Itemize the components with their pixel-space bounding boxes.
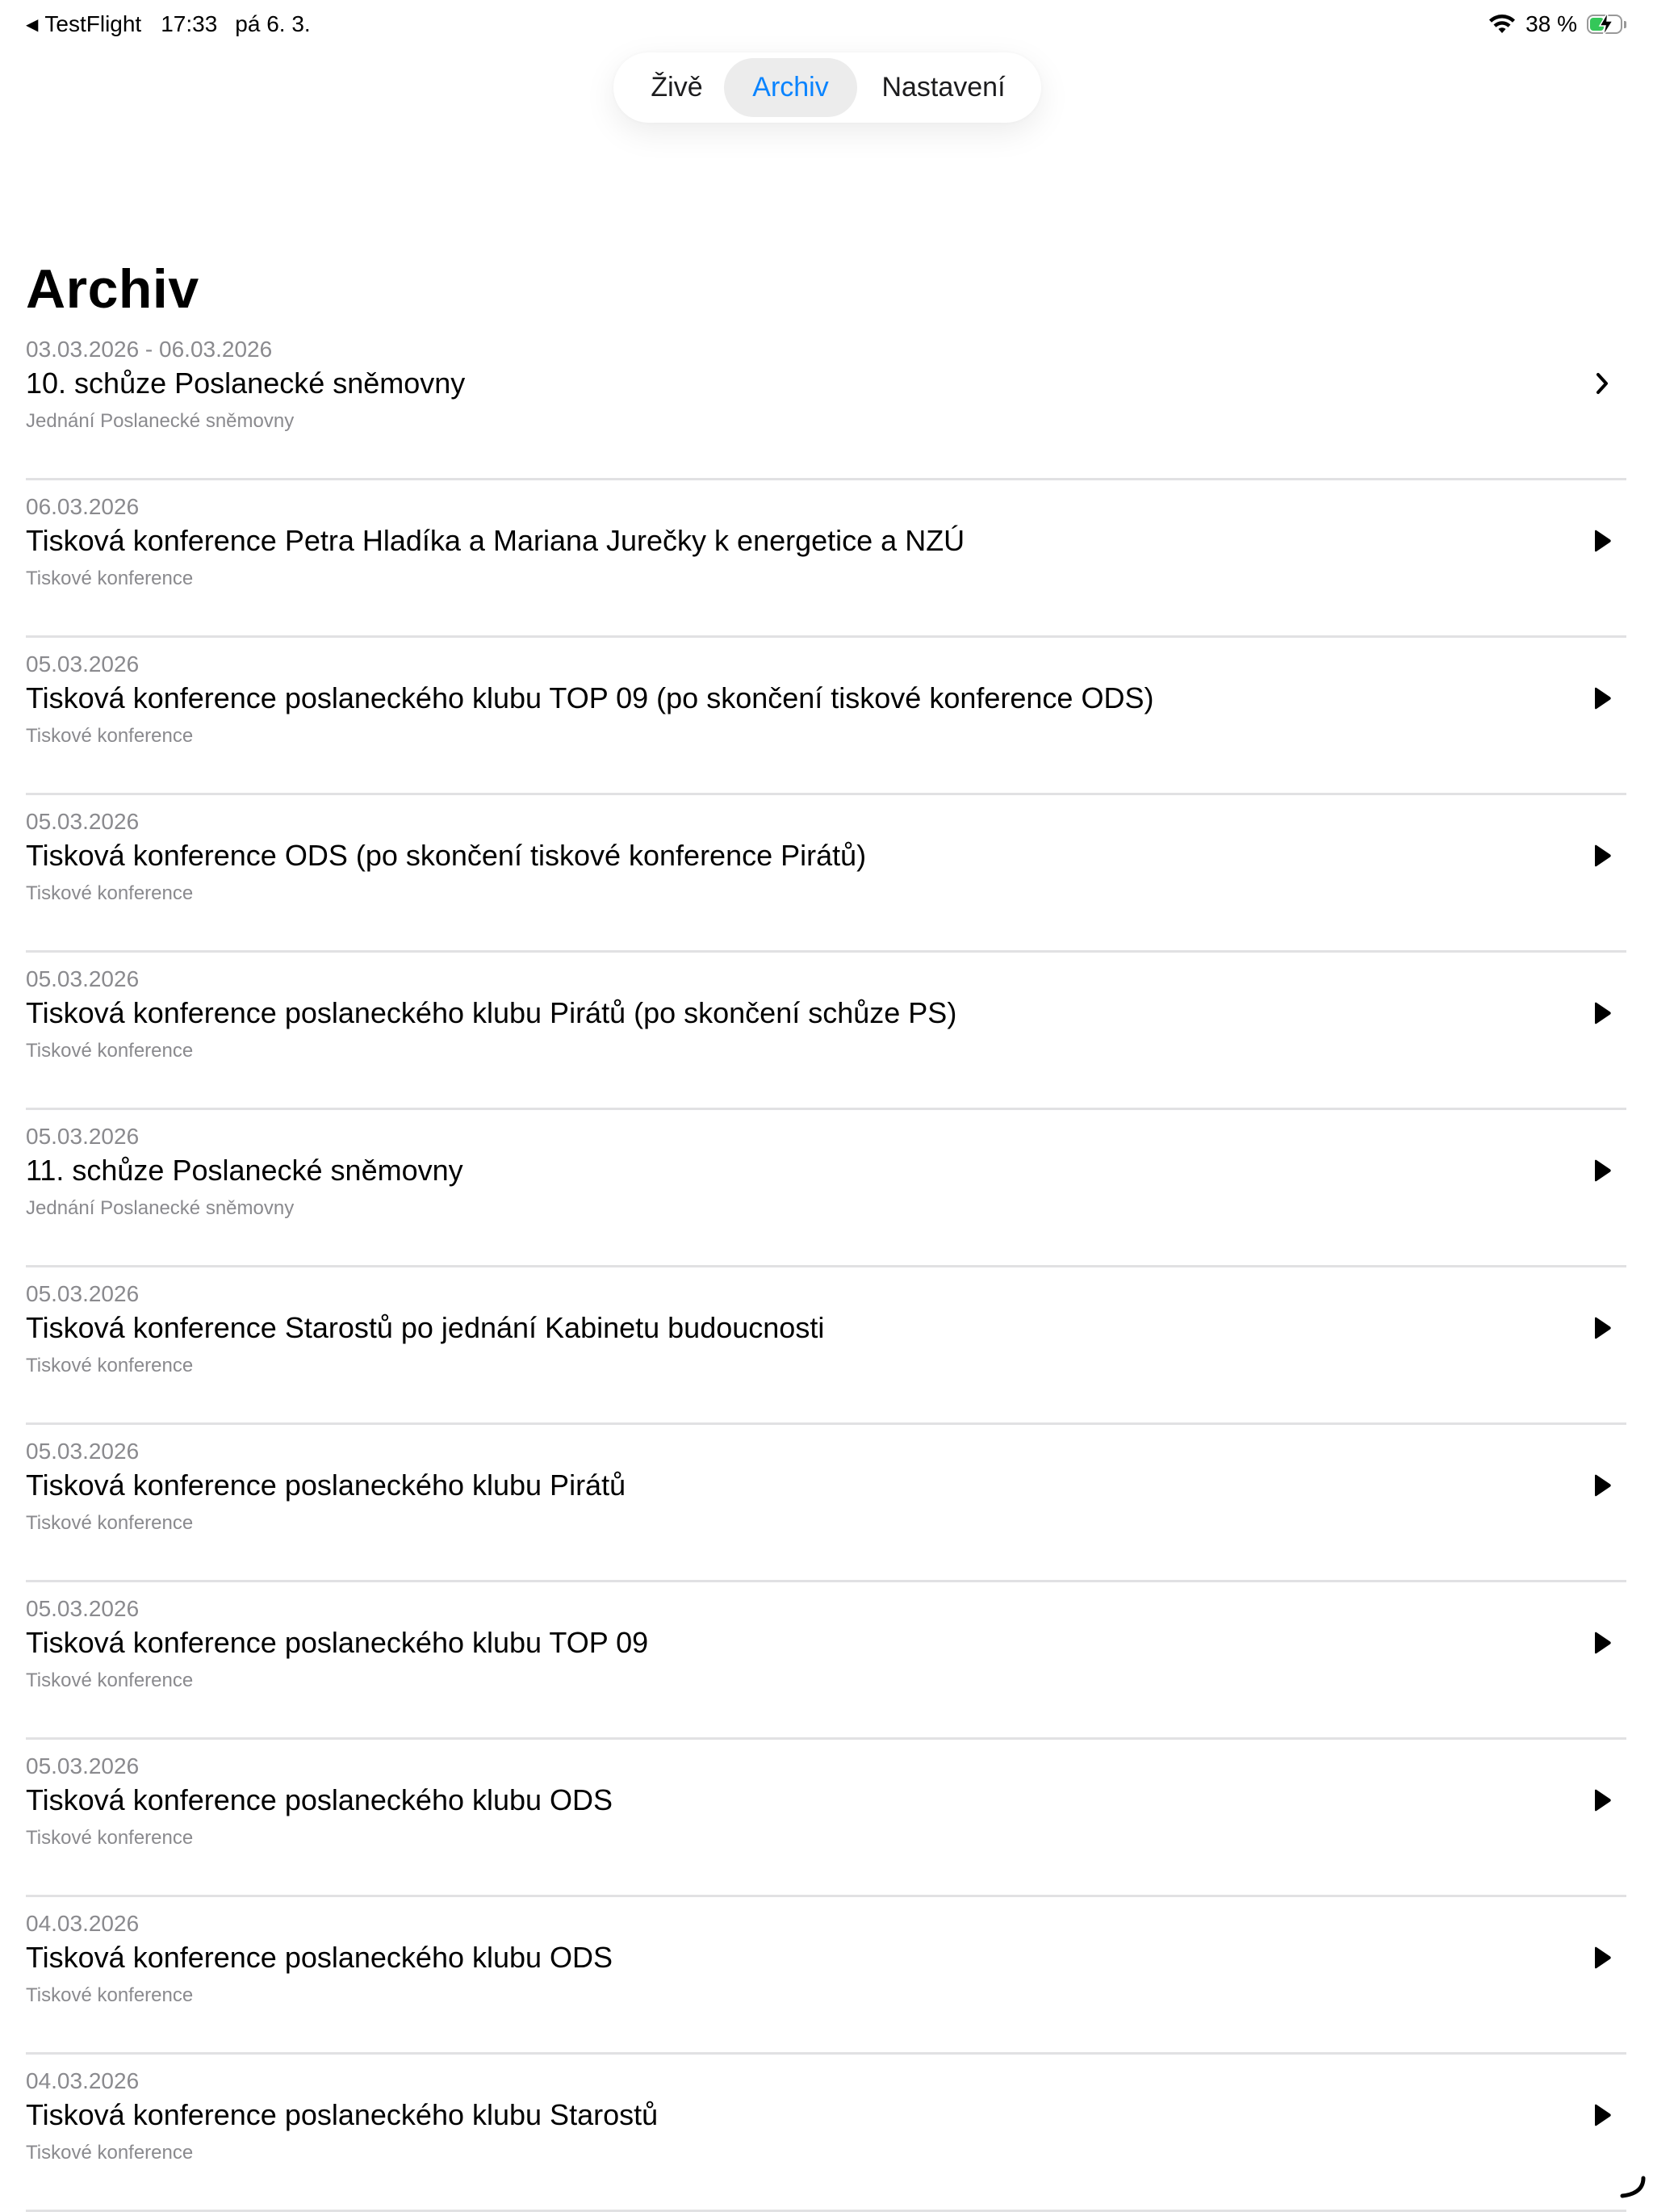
list-item[interactable] — [26, 638, 1626, 795]
item-date: 03.03.2026 - 06.03.2026 — [26, 337, 273, 362]
tab-archive[interactable]: Archiv — [724, 58, 857, 117]
play-icon[interactable] — [1592, 1631, 1612, 1655]
battery-charging-icon — [1587, 14, 1627, 35]
chevron-right-icon[interactable] — [1592, 371, 1612, 396]
archive-list — [26, 323, 1626, 2212]
back-to-app-link[interactable]: TestFlight — [44, 11, 142, 36]
item-category: Tiskové konference — [26, 1669, 194, 1691]
list-item[interactable] — [26, 480, 1626, 638]
play-icon[interactable] — [1592, 1946, 1612, 1970]
wifi-icon — [1488, 14, 1516, 35]
item-date: 05.03.2026 — [26, 966, 140, 991]
item-category: Tiskové konference — [26, 1040, 194, 1062]
item-category: Tiskové konference — [26, 725, 194, 747]
item-category: Tiskové konference — [26, 2142, 194, 2164]
item-category: Jednání Poslanecké sněmovny — [26, 410, 295, 432]
item-date: 05.03.2026 — [26, 809, 140, 834]
item-date: 04.03.2026 — [26, 2068, 140, 2093]
battery-percent: 38 % — [1525, 11, 1577, 36]
play-icon[interactable] — [1592, 1001, 1612, 1025]
play-icon[interactable] — [1592, 686, 1612, 710]
item-date: 05.03.2026 — [26, 1596, 140, 1621]
item-title: 10. schůze Poslanecké sněmovny — [26, 367, 466, 400]
item-title: Tisková konference poslaneckého klubu Pirátů (po skončení schůze PS) — [26, 996, 957, 1029]
item-title: Tisková konference poslaneckého klubu Pirátů — [26, 1468, 626, 1502]
item-category: Tiskové konference — [26, 1355, 194, 1376]
list-item[interactable] — [26, 953, 1626, 1110]
clock: 17:33 — [161, 11, 218, 36]
list-item[interactable] — [26, 1267, 1626, 1425]
item-date: 05.03.2026 — [26, 1281, 140, 1306]
item-title: Tisková konference poslaneckého klubu ODS — [26, 1783, 613, 1816]
status-bar — [0, 0, 1653, 50]
item-date: 04.03.2026 — [26, 1911, 140, 1936]
item-date: 05.03.2026 — [26, 1124, 140, 1149]
play-icon[interactable] — [1592, 2103, 1612, 2127]
list-item[interactable] — [26, 795, 1626, 953]
list-item[interactable] — [26, 1582, 1626, 1740]
list-item[interactable] — [26, 1110, 1626, 1267]
screen-corner-indicator — [1617, 2175, 1647, 2199]
item-category: Tiskové konference — [26, 1512, 194, 1534]
item-title: Tisková konference Petra Hladíka a Mariana Jurečky k energetice a NZÚ — [26, 524, 965, 557]
back-triangle-icon[interactable]: ◀ — [26, 15, 39, 34]
play-icon[interactable] — [1592, 1788, 1612, 1812]
item-date: 05.03.2026 — [26, 651, 140, 677]
item-category: Tiskové konference — [26, 568, 194, 589]
item-title: 11. schůze Poslanecké sněmovny — [26, 1154, 463, 1187]
play-icon[interactable] — [1592, 844, 1612, 868]
item-category: Tiskové konference — [26, 1984, 194, 2006]
item-title: Tisková konference poslaneckého klubu TOP 09 — [26, 1626, 649, 1659]
item-date: 05.03.2026 — [26, 1439, 140, 1464]
status-date: pá 6. 3. — [235, 11, 311, 36]
item-category: Tiskové konference — [26, 882, 194, 904]
play-icon[interactable] — [1592, 1473, 1612, 1498]
play-icon[interactable] — [1592, 1316, 1612, 1340]
item-title: Tisková konference ODS (po skončení tiskové konference Pirátů) — [26, 839, 867, 872]
tab-live[interactable]: Živě — [651, 72, 703, 103]
play-icon[interactable] — [1592, 1158, 1612, 1183]
item-title: Tisková konference poslaneckého klubu Starostů — [26, 2098, 659, 2131]
list-item[interactable] — [26, 323, 1626, 480]
item-title: Tisková konference Starostů po jednání Kabinetu budoucnosti — [26, 1311, 825, 1344]
list-item[interactable] — [26, 1425, 1626, 1582]
list-item[interactable] — [26, 1897, 1626, 2055]
item-date: 06.03.2026 — [26, 494, 140, 519]
item-date: 05.03.2026 — [26, 1753, 140, 1778]
tab-segmented-control — [613, 52, 1041, 123]
tab-settings[interactable]: Nastavení — [881, 72, 1006, 103]
page-title: Archiv — [26, 258, 199, 320]
item-title: Tisková konference poslaneckého klubu ODS — [26, 1941, 613, 1974]
item-category: Jednání Poslanecké sněmovny — [26, 1197, 295, 1219]
item-title: Tisková konference poslaneckého klubu TOP 09 (po skončení tiskové konference ODS) — [26, 681, 1154, 714]
list-item[interactable] — [26, 2055, 1626, 2212]
play-icon[interactable] — [1592, 529, 1612, 553]
item-category: Tiskové konference — [26, 1827, 194, 1849]
list-item[interactable] — [26, 1740, 1626, 1897]
